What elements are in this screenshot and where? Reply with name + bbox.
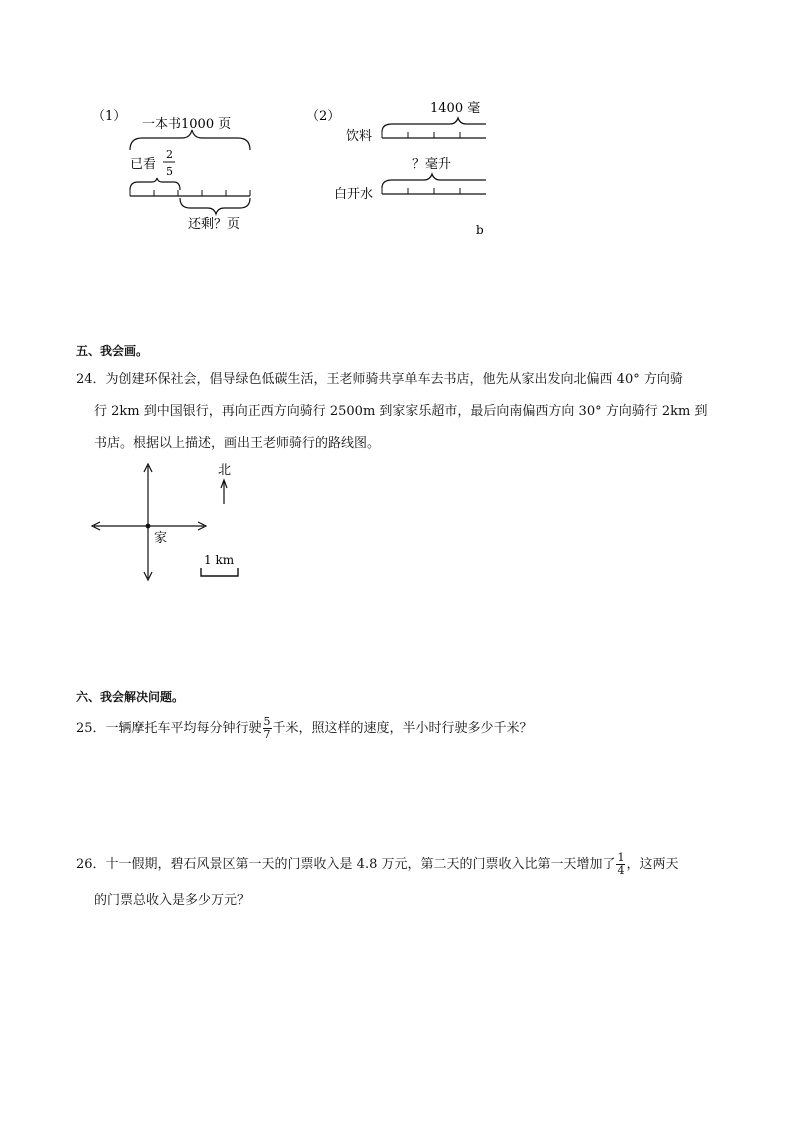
q25-denominator: 7 [263, 728, 271, 741]
figure1-label: （1） [92, 109, 127, 124]
figure2-cut-char: b [476, 223, 484, 237]
map-home-label: 家 [154, 531, 168, 546]
figure2-top-brace [382, 118, 486, 132]
figure2-row1-label: 饮料 [346, 129, 373, 144]
figure2-unknown-label: ？毫升 [412, 157, 452, 172]
q26-fraction [616, 852, 625, 877]
q26-denominator: 4 [617, 864, 625, 877]
figure2-label: （2） [306, 109, 341, 124]
figure1-remaining-brace [180, 198, 250, 214]
figure1-total-label: 一本书1000 页 [142, 117, 232, 132]
q26-text-a: 26．十一假期，碧石风景区第一天的门票收入是 4.8 万元，第二天的门票收入比第一天增加了 [76, 857, 616, 872]
q25-text-a: 25．一辆摩托车平均每分钟行驶 [76, 721, 262, 736]
figure1-read-den: 5 [166, 165, 173, 178]
figure1-read-brace [130, 178, 180, 190]
figure1-remaining-label: 还剩？页 [188, 217, 241, 232]
figure1-top-brace [130, 130, 250, 150]
figure2-row2-label: 白开水 [334, 187, 374, 202]
map-home-point [146, 524, 151, 529]
figure-book-pages [90, 100, 260, 240]
figure2-bottom-brace [382, 174, 486, 188]
map-scale-bar [201, 568, 238, 576]
q25-text-b: 千米，照这样的速度，半小时行驶多少千米？ [272, 721, 533, 736]
q26-line2: 的门票总收入是多少万元？ [94, 893, 251, 908]
q24-line2: 行 2km 到中国银行，再向正西方向骑行 2500m 到家家乐超市，最后向南偏西方向 30° 方向骑行 2km 到 [94, 404, 708, 419]
q25-fraction [263, 716, 272, 741]
q24-line3: 书店。根据以上描述，画出王老师骑行的路线图。 [94, 436, 381, 451]
q26-text-b: ，这两天 [626, 857, 679, 872]
figure1-read-label: 已看 [130, 157, 157, 172]
figure1-read-num: 2 [166, 148, 173, 161]
q25 [76, 716, 533, 742]
figure2-top-amount: 1400 毫 [430, 101, 481, 116]
direction-map [88, 458, 248, 586]
map-scale-label: 1 km [204, 553, 235, 567]
q26 [76, 852, 679, 878]
figure-drink-water [300, 96, 486, 240]
map-north-label: 北 [218, 463, 232, 478]
q26-numerator: 1 [617, 851, 625, 864]
q25-numerator: 5 [263, 715, 271, 728]
section5-title: 五、我会画。 [76, 344, 149, 358]
section6-title: 六、我会解决问题。 [76, 690, 185, 704]
q24-line1: 24．为创建环保社会，倡导绿色低碳生活，王老师骑共享单车去书店，他先从家出发向北偏西 40° 方向骑 [76, 372, 683, 387]
